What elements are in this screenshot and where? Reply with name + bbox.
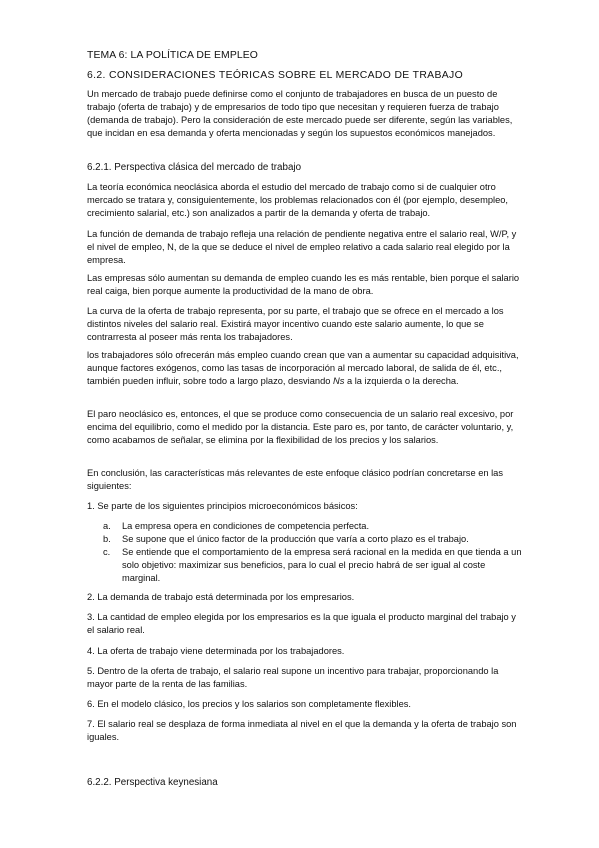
paragraph-text: Las empresas sólo aumentan su demanda de empleo cuando les es más rentable, bien porque el salario real caiga, bien porque aumente la productividad de la mano de obra. — [87, 273, 520, 296]
list-item-text: 7. El salario real se desplaza de forma inmediata al nivel en el que la demanda y la oferta de trabajo son iguales. — [87, 719, 517, 742]
list-item-4 — [87, 645, 523, 658]
sub-list — [103, 520, 523, 585]
list-item-text: 4. La oferta de trabajo viene determinada por los trabajadores. — [87, 646, 345, 656]
paragraph-labour-demand — [87, 228, 523, 267]
list-item-text: 2. La demanda de trabajo está determinada por los empresarios. — [87, 592, 355, 602]
intro-text: Un mercado de trabajo puede definirse como el conjunto de trabajadores en busca de un puesto de trabajo (oferta de trabajo) y de empresarios de todo tipo que necesitan y requieren fuerza de trabajo (demanda de trabajo). Pero la consideración de este mercado puede ser diferente, según las variables, que incidan en esa demanda y oferta mencionadas y según los supuestos económicos manejados. — [87, 89, 513, 138]
sub-list-text: Se entiende que el comportamiento de la empresa será racional en la medida en que tienda a un solo objetivo: maximizar sus beneficios, para lo cual el precio habrá de ser igual al coste marginal. — [122, 547, 522, 583]
paragraph-neoclassical-theory — [87, 181, 523, 220]
paragraph-conclusion — [87, 467, 523, 493]
sub-list-item — [103, 546, 523, 585]
list-item-text: 3. La cantidad de empleo elegida por los empresarios es la que iguala el producto marginal del trabajo y el salario real. — [87, 612, 516, 635]
sub-list-marker: b. — [103, 534, 111, 544]
subsection-heading-keynesian — [87, 776, 523, 789]
intro-paragraph — [87, 88, 523, 140]
paragraph-firm-demand — [87, 272, 523, 298]
document-title: TEMA 6: LA POLÍTICA DE EMPLEO — [87, 50, 258, 61]
paragraph-workers — [87, 349, 523, 388]
paragraph-text: En conclusión, las características más relevantes de este enfoque clásico podrían concretarse en las siguientes: — [87, 468, 503, 491]
list-item-text: 5. Dentro de la oferta de trabajo, el salario real supone un incentivo para trabajar, proporcionando la mayor parte de la renta de las familias. — [87, 666, 499, 689]
paragraph-text — [87, 349, 523, 388]
sub-list-item — [103, 520, 523, 533]
section-heading: 6.2. CONSIDERACIONES TEÓRICAS SOBRE EL MERCADO DE TRABAJO — [87, 70, 464, 81]
list-item-6 — [87, 698, 523, 711]
ns-symbol: Ns — [333, 376, 345, 386]
subsection-title: 6.2.2. Perspectiva keynesiana — [87, 777, 218, 788]
list-item-7 — [87, 718, 523, 744]
paragraph-text: La función de demanda de trabajo refleja una relación de pendiente negativa entre el salario real, W/P, y el nivel de empleo, N, de la que se deduce el nivel de empleo relativo a cada salario real elegido por la empresa. — [87, 229, 517, 265]
paragraph-text: La curva de la oferta de trabajo representa, por su parte, el trabajo que se ofrece en el mercado a los distintos niveles del salario real. Existirá mayor incentivo cuando este salario aumente, lo que se contrarresta al poseer más renta los trabajadores. — [87, 306, 504, 342]
sub-list-text: La empresa opera en condiciones de competencia perfecta. — [122, 521, 370, 531]
list-item-text: 1. Se parte de los siguientes principios microeconómicos básicos: — [87, 501, 358, 511]
paragraph-text-part: los trabajadores sólo ofrecerán más empleo cuando crean que van a aumentar su capacidad adquisitiva, aunque factores exógenos, como las tasas de incorporación al mercado laboral, de salida de él, etc., también pueden influir, sobre todo a largo plazo, desviando — [87, 350, 519, 386]
list-item-2 — [87, 591, 523, 604]
subsection-title: 6.2.1. Perspectiva clásica del mercado de trabajo — [87, 162, 302, 173]
sub-list-item — [103, 533, 523, 546]
sub-list-text: Se supone que el único factor de la producción que varía a corto plazo es el trabajo. — [122, 534, 469, 544]
paragraph-text: La teoría económica neoclásica aborda el estudio del mercado de trabajo como si de cualquier otro mercado se tratara y, consiguientemente, los problemas relacionados con él (por ejemplo, desempleo, crecimiento salarial, etc.) son analizados a partir de la demanda y oferta de trabajo. — [87, 182, 508, 218]
list-item-3 — [87, 611, 523, 637]
paragraph-labour-supply — [87, 305, 523, 344]
list-item-5 — [87, 665, 523, 691]
list-item-1 — [87, 500, 523, 513]
sub-list-marker: a. — [103, 521, 111, 531]
paragraph-text: El paro neoclásico es, entonces, el que se produce como consecuencia de un salario real excesivo, por encima del equilibrio, como el medido por la distancia. Este paro es, por tanto, de carácter voluntario, y, como acabamos de señalar, se elimina por la flexibilidad de los precios y los salarios. — [87, 409, 514, 445]
sub-list-marker: c. — [103, 547, 111, 557]
paragraph-neoclassical-unemployment — [87, 408, 523, 447]
list-item-text: 6. En el modelo clásico, los precios y los salarios son completamente flexibles. — [87, 699, 411, 709]
paragraph-text-part: a la izquierda o la derecha. — [344, 376, 459, 386]
subsection-heading-classical — [87, 161, 523, 174]
